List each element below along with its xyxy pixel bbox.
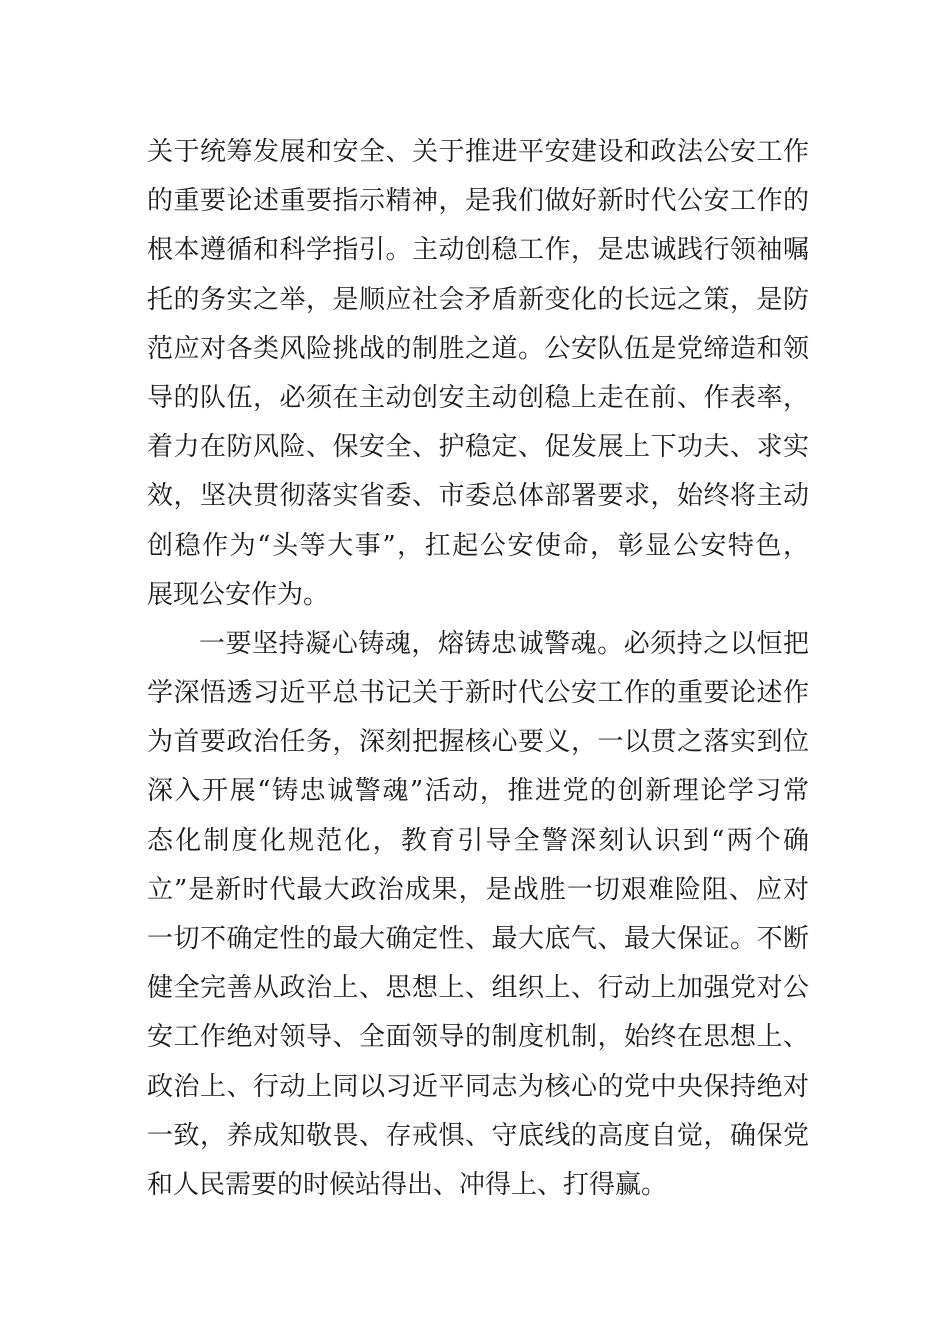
text-line-6: 导的队伍，必须在主动创安主动创稳上走在前、作表率， — [147, 382, 809, 413]
text-line-7: 着力在防风险、保安全、护稳定、促发展上下功夫、求实 — [147, 432, 809, 463]
text-line-5: 范应对各类风险挑战的制胜之道。公安队伍是党缔造和领 — [147, 333, 809, 364]
text-line-2: 的重要论述重要指示精神，是我们做好新时代公安工作的 — [147, 186, 809, 217]
text-line-14: 深入开展“铸忠诚警魂”活动，推进党的创新理论学习常 — [147, 776, 809, 807]
text-line-20: 政治上、行动上同以习近平同志为核心的党中央保持绝对 — [147, 1071, 809, 1102]
text-line-9: 创稳作为“头等大事”，扛起公安使命，彰显公安特色， — [147, 530, 809, 561]
text-line-11: 一要坚持凝心铸魂，熔铸忠诚警魂。必须持之以恒把 — [199, 628, 809, 659]
text-line-18: 健全完善从政治上、思想上、组织上、行动上加强党对公 — [147, 973, 809, 1004]
text-line-3: 根本遵循和科学指引。主动创稳工作，是忠诚践行领袖嘱 — [147, 235, 809, 266]
text-line-16: 立”是新时代最大政治成果，是战胜一切艰难险阻、应对 — [147, 874, 809, 905]
text-line-10: 展现公安作为。 — [147, 579, 330, 610]
text-line-21: 一致，养成知敬畏、存戒惧、守底线的高度自觉，确保党 — [147, 1120, 809, 1151]
text-line-13: 为首要政治任务，深刻把握核心要义，一以贯之落实到位 — [147, 727, 809, 758]
text-line-8: 效，坚决贯彻落实省委、市委总体部署要求，始终将主动 — [147, 481, 809, 512]
document-body — [147, 128, 809, 1210]
text-line-4: 托的务实之举，是顺应社会矛盾新变化的长远之策，是防 — [147, 284, 809, 315]
text-line-12: 学深悟透习近平总书记关于新时代公安工作的重要论述作 — [147, 678, 809, 709]
text-line-15: 态化制度化规范化，教育引导全警深刻认识到“两个确 — [147, 825, 809, 856]
text-line-22: 和人民需要的时候站得出、冲得上、打得赢。 — [147, 1169, 668, 1200]
text-line-17: 一切不确定性的最大确定性、最大底气、最大保证。不断 — [147, 924, 809, 954]
text-line-19: 安工作绝对领导、全面领导的制度机制，始终在思想上、 — [147, 1022, 809, 1053]
text-line-1: 关于统筹发展和安全、关于推进平安建设和政法公安工作 — [147, 137, 809, 167]
